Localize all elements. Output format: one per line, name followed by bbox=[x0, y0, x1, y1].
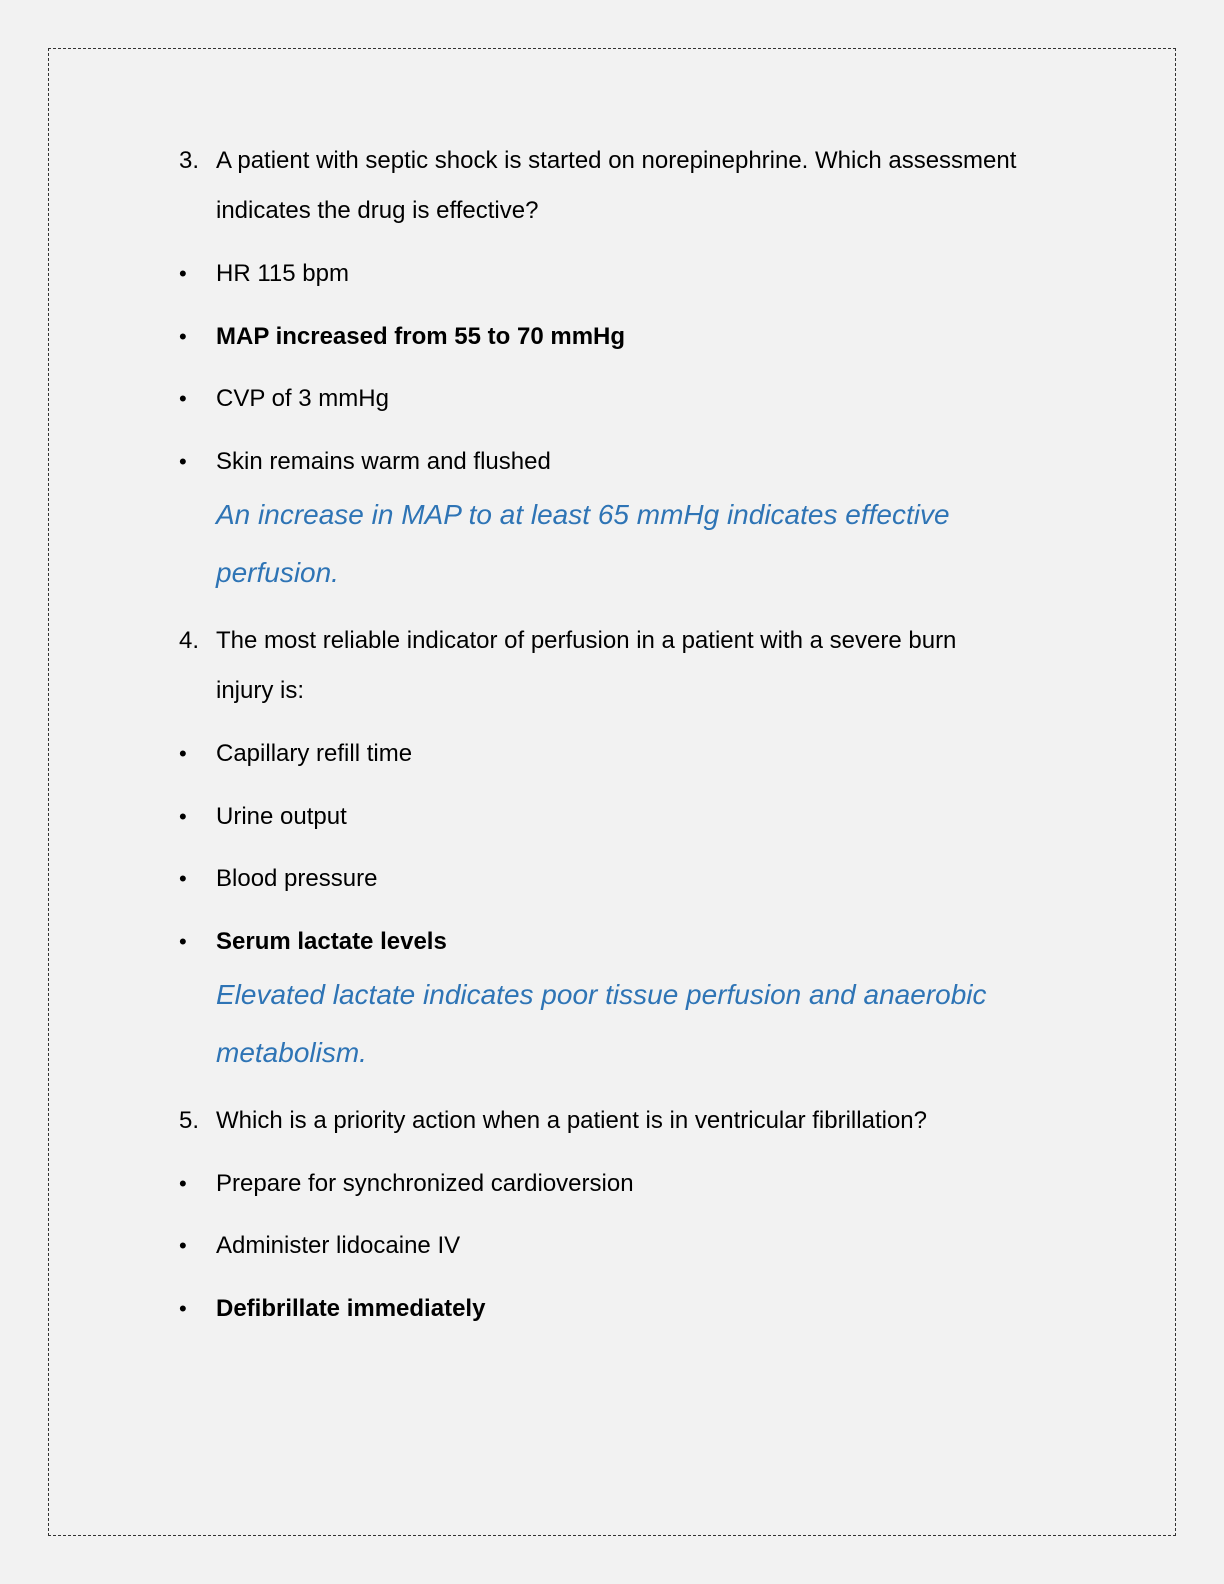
answer-option: Urine output bbox=[216, 803, 347, 830]
answer-option: HR 115 bpm bbox=[216, 260, 349, 287]
answer-option: Administer lidocaine IV bbox=[216, 1232, 461, 1259]
answer-option: Blood pressure bbox=[216, 865, 378, 892]
question-text: A patient with septic shock is started on norepinephrine. Which assessment bbox=[216, 147, 1017, 174]
answer-explanation: Elevated lactate indicates poor tissue perfusion and anaerobic bbox=[216, 979, 987, 1010]
bullet-icon: • bbox=[179, 866, 187, 891]
correct-answer-option: MAP increased from 55 to 70 mmHg bbox=[216, 323, 626, 350]
question-text: The most reliable indicator of perfusion in a patient with a severe burn bbox=[216, 627, 957, 654]
correct-answer-option: Defibrillate immediately bbox=[216, 1295, 486, 1322]
answer-explanation: An increase in MAP to at least 65 mmHg indicates effective bbox=[216, 499, 950, 530]
question-text: indicates the drug is effective? bbox=[216, 197, 539, 224]
bullet-icon: • bbox=[179, 929, 187, 954]
answer-explanation: perfusion. bbox=[216, 557, 339, 588]
answer-option: Skin remains warm and flushed bbox=[216, 448, 551, 475]
answer-option: Capillary refill time bbox=[216, 740, 413, 767]
question-text: Which is a priority action when a patient is in ventricular fibrillation? bbox=[216, 1107, 927, 1134]
answer-option: Prepare for synchronized cardioversion bbox=[216, 1170, 634, 1197]
bullet-icon: • bbox=[179, 261, 187, 286]
question-number: 3. bbox=[179, 147, 200, 174]
bullet-icon: • bbox=[179, 324, 187, 349]
bullet-icon: • bbox=[179, 804, 187, 829]
answer-option: CVP of 3 mmHg bbox=[216, 385, 389, 412]
question-number: 5. bbox=[179, 1107, 200, 1134]
question-text: injury is: bbox=[216, 677, 305, 704]
question-number: 4. bbox=[179, 627, 200, 654]
correct-answer-option: Serum lactate levels bbox=[216, 928, 447, 955]
bullet-icon: • bbox=[179, 1171, 187, 1196]
bullet-icon: • bbox=[179, 449, 187, 474]
bullet-icon: • bbox=[179, 1233, 187, 1258]
bullet-icon: • bbox=[179, 741, 187, 766]
bullet-icon: • bbox=[179, 1296, 187, 1321]
answer-explanation: metabolism. bbox=[216, 1037, 367, 1068]
bullet-icon: • bbox=[179, 386, 187, 411]
